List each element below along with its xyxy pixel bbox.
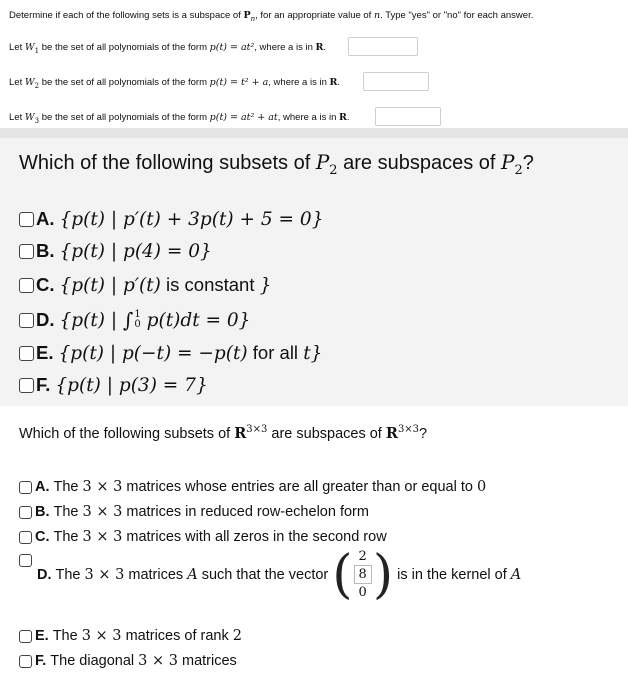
matrix-option-e[interactable]: E. The 3 × 3 matrices of rank 2: [19, 628, 242, 644]
matrix-option-f[interactable]: F. The diagonal 3 × 3 matrices: [19, 653, 237, 669]
section-divider: [0, 128, 628, 138]
checkbox[interactable]: [19, 278, 34, 293]
checkbox[interactable]: [19, 630, 32, 643]
matrix-option-d[interactable]: D. The 3 × 3 matrices A such that the vector ( 2 8 0 ) is in the kernel of A: [37, 544, 522, 605]
matrix-option-a[interactable]: A. The 3 × 3 matrices whose entries are all greater than or equal to 0: [19, 479, 486, 495]
checkbox[interactable]: [19, 531, 32, 544]
matrix-option-b[interactable]: B. The 3 × 3 matrices in reduced row-echelon form: [19, 504, 369, 520]
part1-instruction: Determine if each of the following sets is a subspace of $P_n$, for an appropriate value of n. Type "yes" or "no" for each answer.: [9, 10, 534, 23]
checkbox[interactable]: [19, 655, 32, 668]
matrix-question: Which of the following subsets of $R^{3\times 3}$ are subspaces of $R^{3\times 3}$?: [19, 424, 428, 442]
checkbox[interactable]: [19, 313, 34, 328]
checkbox[interactable]: [19, 378, 34, 393]
p2-option-e[interactable]: E. {p(t) | p(−t) = −p(t) for all t}: [19, 342, 322, 364]
p2-option-b[interactable]: B. {p(t) | p(4) = 0}: [19, 240, 212, 262]
p2-option-d[interactable]: D. {p(t) | ∫ 1 0 p(t)dt = 0}: [19, 308, 250, 332]
w3-answer-input[interactable]: [375, 107, 441, 126]
matrix-option-c[interactable]: C. The 3 × 3 matrices with all zeros in the second row: [19, 529, 387, 545]
checkbox[interactable]: [19, 481, 32, 494]
integral-limits: 1 0: [134, 309, 141, 330]
checkbox[interactable]: [19, 212, 34, 227]
kernel-vector: ( 2 8 0 ): [332, 544, 394, 605]
p2-subspace-panel: [0, 138, 628, 406]
p2-question: Which of the following subsets of $P_2$ are subspaces of $P_2$?: [19, 150, 534, 178]
p2-option-f[interactable]: F. {p(t) | p(3) = 7}: [19, 374, 208, 396]
checkbox[interactable]: [19, 506, 32, 519]
checkbox[interactable]: [19, 244, 34, 259]
blackboard-P: P: [243, 10, 251, 21]
matrix-subspace-panel: [0, 406, 628, 678]
w1-answer-input[interactable]: [348, 37, 418, 56]
w1-statement: Let $W_1$ be the set of all polynomials of the form p(t) = at², where a is in R.: [9, 42, 327, 55]
yes-no-section: [0, 0, 628, 136]
w3-statement: Let $W_3$ be the set of all polynomials of the form p(t) = at² + at, where a is in R.: [9, 112, 350, 125]
integral-sign: ∫: [122, 308, 134, 332]
p2-option-c[interactable]: C. {p(t) | p′(t) is constant }: [19, 274, 271, 296]
p2-option-a[interactable]: A. {p(t) | p′(t) + 3p(t) + 5 = 0}: [19, 208, 323, 230]
w2-answer-input[interactable]: [363, 72, 429, 91]
w2-statement: Let $W_2$ be the set of all polynomials of the form p(t) = t² + a, where a is in R.: [9, 77, 341, 90]
checkbox[interactable]: [19, 346, 34, 361]
matrix-option-d-checkbox[interactable]: [19, 554, 32, 567]
vector-entries: 2 8 0: [353, 548, 373, 601]
